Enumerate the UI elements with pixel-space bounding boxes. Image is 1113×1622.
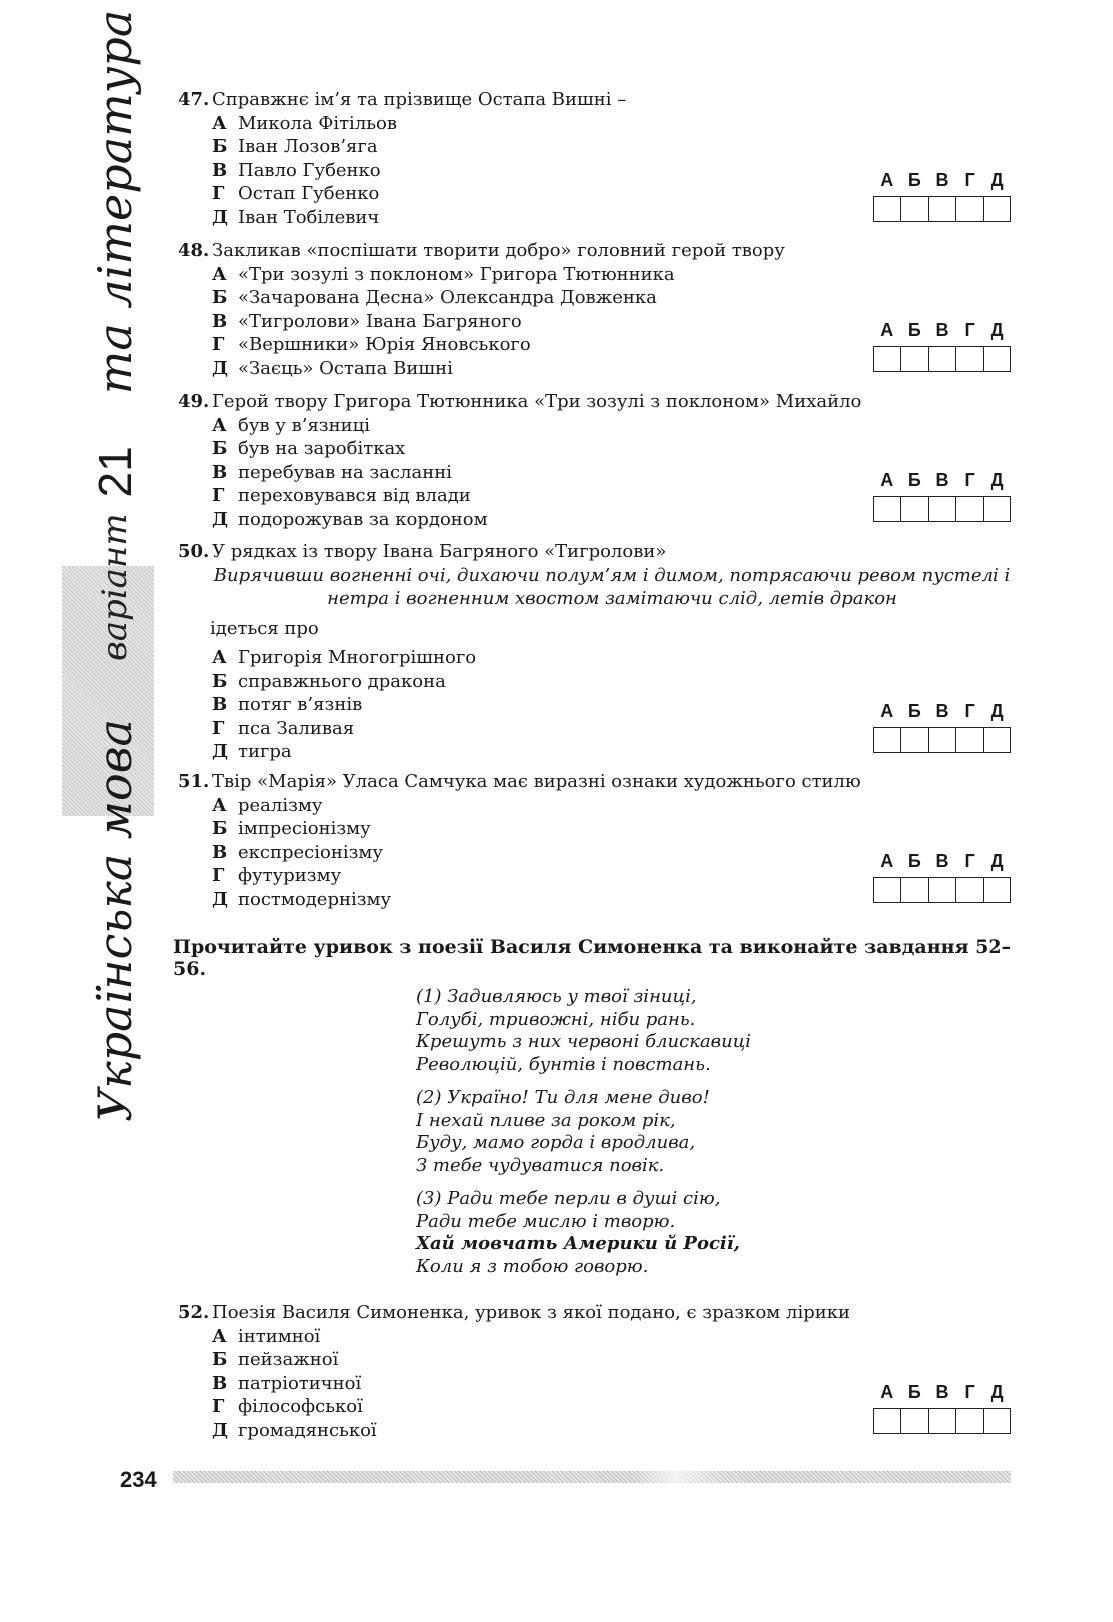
answer-box[interactable] bbox=[956, 728, 983, 752]
side-title-text bbox=[60, 9, 170, 1130]
option-text: Павло Губенко bbox=[238, 159, 381, 181]
option-letter: А bbox=[212, 112, 227, 134]
answer-box[interactable] bbox=[874, 347, 901, 371]
answer-box[interactable] bbox=[929, 197, 956, 221]
question-number: 51. bbox=[178, 771, 210, 792]
option-text: «Три зозулі з поклоном» Григора Тютюнника bbox=[238, 263, 675, 285]
answer-box[interactable] bbox=[874, 1409, 901, 1433]
answer-box[interactable] bbox=[874, 728, 901, 752]
option-letter: Б bbox=[212, 670, 228, 692]
answer-box[interactable] bbox=[984, 197, 1010, 221]
question-text: Справжнє ім’я та прізвище Остапа Вишні – bbox=[212, 89, 627, 110]
answer-box[interactable] bbox=[901, 197, 928, 221]
answer-grid-47 bbox=[873, 170, 1011, 222]
answer-letters: А Б В Г Д bbox=[880, 320, 1004, 340]
poem-line: Ради тебе мислю і творю. bbox=[416, 1210, 676, 1232]
option-a bbox=[212, 1325, 1038, 1349]
option-b bbox=[212, 437, 1038, 461]
option-b bbox=[212, 1348, 1038, 1372]
option-text: пса Заливая bbox=[238, 717, 355, 739]
option-letter: Г bbox=[212, 865, 225, 886]
option-a bbox=[212, 112, 1038, 136]
option-letter: Д bbox=[212, 357, 229, 379]
answer-box[interactable] bbox=[984, 728, 1010, 752]
option-text: експресіонізму bbox=[238, 841, 383, 863]
answer-grid-50 bbox=[873, 701, 1011, 753]
poem-line: І нехай пливе за роком рік, bbox=[416, 1109, 676, 1131]
option-letter: Б bbox=[212, 287, 228, 308]
option-text: патріотичної bbox=[238, 1372, 362, 1394]
option-letter: В bbox=[212, 159, 228, 181]
poem-line: Голубі, тривожні, ніби рань. bbox=[416, 1008, 696, 1030]
option-text: футуризму bbox=[238, 865, 342, 886]
option-text: реалізму bbox=[238, 794, 323, 816]
answer-box[interactable] bbox=[901, 347, 928, 371]
option-b bbox=[212, 670, 1038, 694]
poem bbox=[416, 986, 836, 1289]
poem-line-bold: Хай мовчать Америки й Росії, bbox=[416, 1233, 740, 1254]
quote-line-1: Вирячивши вогненні очі, дихаючи полум’ям і димом, потрясаючи ревом пустелі і bbox=[213, 564, 1011, 586]
question-number: 48. bbox=[178, 240, 210, 261]
option-letter: Б bbox=[212, 438, 228, 459]
option-a bbox=[212, 414, 1038, 438]
answer-box[interactable] bbox=[956, 878, 983, 902]
option-text: перебував на засланні bbox=[238, 461, 452, 483]
answer-letters: А Б В Г Д bbox=[880, 1382, 1004, 1402]
poem-line: Коли я з тобою говорю. bbox=[416, 1255, 649, 1277]
stanza-2 bbox=[416, 1087, 836, 1177]
option-letter: Г bbox=[212, 1396, 225, 1417]
option-text: переховувався від влади bbox=[238, 485, 471, 506]
option-text: «Заєць» Остапа Вишні bbox=[238, 357, 453, 379]
footer-bar bbox=[173, 1471, 1011, 1483]
option-text: Микола Фітільов bbox=[238, 112, 398, 134]
option-letter: Д bbox=[212, 508, 229, 530]
answer-box[interactable] bbox=[956, 197, 983, 221]
option-text: Остап Губенко bbox=[238, 183, 380, 204]
answer-box[interactable] bbox=[929, 497, 956, 521]
option-text: подорожував за кордоном bbox=[238, 508, 488, 530]
answer-box[interactable] bbox=[956, 347, 983, 371]
answer-boxes[interactable] bbox=[873, 346, 1011, 372]
answer-box[interactable] bbox=[929, 728, 956, 752]
answer-grid-52 bbox=[873, 1382, 1011, 1434]
option-letter: Д bbox=[212, 741, 229, 762]
quote-line-2: нетра і вогненним хвостом замітаючи слід, летів дракон bbox=[327, 588, 897, 609]
option-text: «Вершники» Юрія Яновського bbox=[238, 334, 531, 355]
option-letter: Г bbox=[212, 334, 225, 355]
answer-boxes[interactable] bbox=[873, 727, 1011, 753]
answer-box[interactable] bbox=[901, 497, 928, 521]
poem-line: З тебе чудуватися повік. bbox=[416, 1154, 665, 1176]
answer-grid-49 bbox=[873, 470, 1011, 522]
answer-box[interactable] bbox=[874, 497, 901, 521]
option-text: інтимної bbox=[238, 1325, 321, 1347]
answer-letters: А Б В Г Д bbox=[880, 701, 1004, 721]
answer-letters: А Б В Г Д bbox=[880, 851, 1004, 871]
option-a bbox=[212, 794, 1038, 818]
answer-box[interactable] bbox=[874, 197, 901, 221]
question-text: Герой твору Григора Тютюнника «Три зозулі з поклоном» Михайло bbox=[212, 391, 862, 412]
option-text: імпресіонізму bbox=[238, 818, 371, 839]
question-number: 52. bbox=[178, 1302, 210, 1323]
side-variant-number: 21 bbox=[89, 446, 141, 498]
option-text: тигра bbox=[238, 741, 292, 762]
question-number: 47. bbox=[178, 89, 210, 110]
option-letter: А bbox=[212, 414, 227, 436]
answer-box[interactable] bbox=[984, 1409, 1010, 1433]
option-letter: Г bbox=[212, 717, 225, 739]
side-variant-word: варіант bbox=[95, 513, 135, 662]
answer-letters: А Б В Г Д bbox=[880, 170, 1004, 190]
option-letter: А bbox=[212, 647, 227, 668]
option-letter: В bbox=[212, 310, 228, 332]
option-b bbox=[212, 135, 1038, 159]
answer-box[interactable] bbox=[901, 878, 928, 902]
option-text: Григорія Многогрішного bbox=[238, 647, 477, 668]
option-letter: В bbox=[212, 694, 228, 715]
answer-box[interactable] bbox=[956, 1409, 983, 1433]
answer-boxes[interactable] bbox=[873, 877, 1011, 903]
option-letter: А bbox=[212, 263, 227, 285]
answer-boxes[interactable] bbox=[873, 196, 1011, 222]
option-text: був на заробітках bbox=[238, 438, 406, 459]
side-connector: та література bbox=[88, 9, 142, 395]
option-text: громадянської bbox=[238, 1419, 377, 1441]
answer-box[interactable] bbox=[901, 728, 928, 752]
question-text: Поезія Василя Симоненка, уривок з якої подано, є зразком лірики bbox=[212, 1302, 850, 1323]
option-letter: Г bbox=[212, 183, 225, 204]
option-b bbox=[212, 286, 1038, 310]
answer-box[interactable] bbox=[984, 347, 1010, 371]
option-text: постмодернізму bbox=[238, 888, 392, 910]
option-text: потяг в’язнів bbox=[238, 694, 363, 715]
page-number: 234 bbox=[120, 1467, 157, 1492]
answer-boxes[interactable] bbox=[873, 496, 1011, 522]
option-letter: Г bbox=[212, 485, 225, 506]
option-letter: В bbox=[212, 461, 228, 483]
answer-box[interactable] bbox=[984, 878, 1010, 902]
answer-boxes[interactable] bbox=[873, 1408, 1011, 1434]
stanza-1 bbox=[416, 986, 836, 1076]
poem-line: (2) Україно! Ти для мене диво! bbox=[416, 1087, 710, 1108]
option-a bbox=[212, 263, 1038, 287]
poem-line: Крешуть з них червоні блискавиці bbox=[416, 1031, 752, 1052]
question-number: 49. bbox=[178, 391, 210, 412]
option-letter: В bbox=[212, 841, 228, 863]
side-subject: Українська мова bbox=[88, 719, 142, 1122]
option-text: Іван Лозов’яга bbox=[238, 136, 378, 157]
option-text: «Зачарована Десна» Олександра Довженка bbox=[238, 287, 657, 308]
answer-box[interactable] bbox=[984, 497, 1010, 521]
answer-box[interactable] bbox=[929, 347, 956, 371]
option-letter: Д bbox=[212, 888, 229, 910]
answer-grid-51 bbox=[873, 851, 1011, 903]
poem-line: (3) Ради тебе перли в душі сію, bbox=[416, 1188, 721, 1209]
option-b bbox=[212, 817, 1038, 841]
option-letter: Б bbox=[212, 818, 228, 839]
question-text: Закликав «поспішати творити добро» головний герой твору bbox=[212, 240, 785, 261]
answer-box[interactable] bbox=[901, 1409, 928, 1433]
option-text: «Тигролови» Івана Багряного bbox=[238, 310, 522, 332]
answer-letters: А Б В Г Д bbox=[880, 470, 1004, 490]
answer-box[interactable] bbox=[956, 497, 983, 521]
answer-box[interactable] bbox=[874, 878, 901, 902]
answer-grid-48 bbox=[873, 320, 1011, 372]
option-letter: Б bbox=[212, 136, 228, 157]
option-letter: Д bbox=[212, 1419, 229, 1441]
option-text: філософської bbox=[238, 1396, 363, 1417]
question-continuation: ідеться про bbox=[210, 617, 319, 639]
option-letter: Д bbox=[212, 206, 229, 228]
option-letter: В bbox=[212, 1372, 228, 1394]
answer-box[interactable] bbox=[929, 1409, 956, 1433]
section-instruction: Прочитайте уривок з поезії Василя Симоненка та виконайте завдання 52–56. bbox=[173, 936, 1012, 980]
option-letter: Б bbox=[212, 1349, 228, 1370]
question-text: У рядках із твору Івана Багряного «Тигролови» bbox=[212, 541, 667, 562]
option-a bbox=[212, 646, 1038, 670]
poem-line: (1) Задивляюсь у твої зіниці, bbox=[416, 986, 697, 1007]
answer-box[interactable] bbox=[929, 878, 956, 902]
option-text: пейзажної bbox=[238, 1349, 339, 1370]
option-letter: А bbox=[212, 1325, 227, 1347]
poem-line: Революцій, бунтів і повстань. bbox=[416, 1053, 711, 1075]
stanza-3 bbox=[416, 1188, 836, 1278]
option-text: був у в’язниці bbox=[238, 414, 370, 436]
option-text: справжнього дракона bbox=[238, 670, 446, 692]
side-title bbox=[60, 9, 170, 1130]
question-text: Твір «Марія» Уласа Самчука має виразні ознаки художнього стилю bbox=[212, 771, 861, 792]
question-number: 50. bbox=[178, 541, 210, 562]
option-text: Іван Тобілевич bbox=[238, 206, 380, 228]
poem-line: Буду, мамо горда і вродлива, bbox=[416, 1132, 696, 1153]
option-letter: А bbox=[212, 794, 227, 816]
